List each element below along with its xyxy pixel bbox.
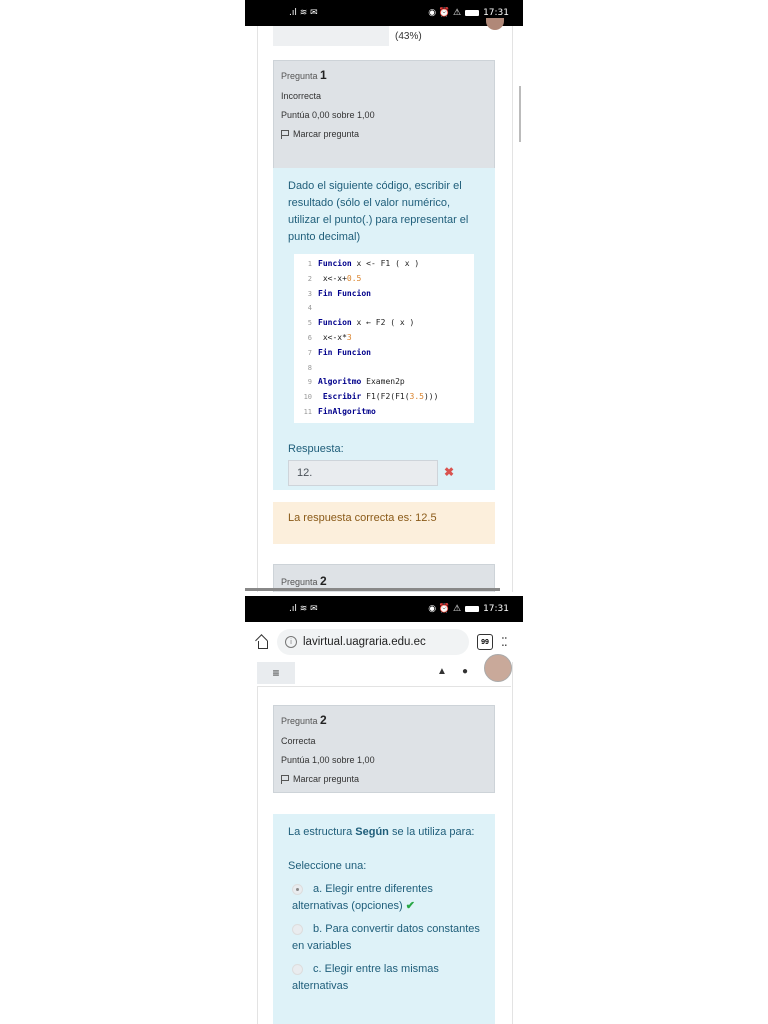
flag-question-button-2[interactable] — [281, 774, 487, 784]
next-question-label: Pregunta — [281, 577, 318, 587]
code-block — [294, 254, 474, 423]
question-info — [273, 60, 495, 175]
answer-label: Respuesta: — [288, 442, 344, 455]
signal-wifi-icons: .ıl ≋ ✉ — [289, 8, 318, 18]
summary-cell — [273, 26, 389, 46]
flag-question-button[interactable] — [281, 129, 487, 139]
line-number: 5 — [307, 319, 312, 328]
notifications-icon[interactable]: ▲ — [437, 666, 447, 677]
screenshot-top — [245, 0, 523, 592]
incorrect-icon: ✖ — [444, 465, 455, 480]
option-label: a. Elegir entre diferentes alternativas (opciones) — [292, 883, 433, 912]
question-label: Pregunta — [281, 71, 318, 81]
code-text: ))) — [423, 392, 439, 402]
line-number: 3 — [307, 289, 312, 298]
question-number-2: 2 — [320, 713, 327, 727]
code-line — [294, 257, 474, 272]
question-text-box-2 — [273, 814, 495, 1024]
answer-options — [288, 881, 480, 995]
flag-icon-2 — [281, 775, 289, 784]
line-number: 6 — [307, 333, 312, 342]
screenshot-bottom — [245, 596, 523, 1024]
radio-button[interactable] — [292, 884, 303, 895]
answer-option[interactable] — [288, 961, 480, 995]
code-line — [294, 331, 474, 346]
info-icon[interactable]: i — [285, 636, 297, 648]
site-navbar — [257, 662, 511, 687]
screenshot-separator — [245, 588, 500, 591]
answer-option[interactable] — [288, 881, 480, 915]
question-grade: Puntúa 0,00 sobre 1,00 — [281, 110, 375, 120]
question-state-2: Correcta — [281, 736, 316, 746]
address-bar[interactable] — [277, 629, 469, 655]
code-number: 0.5 — [346, 273, 362, 283]
code-keyword: Fin Funcion — [318, 288, 371, 298]
status-icons: ◉ ⏰ ⚠ — [428, 8, 462, 18]
answer-option[interactable] — [288, 921, 480, 955]
hamburger-menu-icon[interactable]: ≡ — [257, 662, 295, 684]
question-text-box — [273, 168, 495, 490]
code-number: 3.5 — [409, 392, 424, 402]
line-number: 9 — [307, 378, 312, 387]
question-grade-2: Puntúa 1,00 sobre 1,00 — [281, 755, 375, 765]
line-number: 2 — [307, 274, 312, 283]
code-keyword: Funcion — [318, 259, 352, 268]
code-line — [294, 405, 474, 420]
signal-wifi-icons-2: .ıl ≋ ✉ — [289, 604, 318, 614]
correct-answer-feedback: La respuesta correcta es: 12.5 — [273, 502, 495, 544]
option-label: c. Elegir entre las mismas alternativas — [292, 963, 439, 992]
code-keyword: FinAlgoritmo — [318, 406, 376, 416]
code-line — [294, 375, 474, 390]
code-line — [294, 301, 474, 316]
code-line — [294, 287, 474, 302]
question-label-2: Pregunta — [281, 716, 318, 726]
battery-icon — [465, 10, 479, 16]
status-icons-2: ◉ ⏰ ⚠ — [428, 604, 462, 614]
code-number: 3 — [346, 332, 352, 342]
line-number: 10 — [303, 393, 312, 402]
avatar[interactable] — [484, 654, 512, 682]
flag-icon — [281, 130, 289, 139]
code-keyword: Fin Funcion — [318, 347, 371, 357]
code-line — [294, 272, 474, 287]
clock: 17:31 — [483, 8, 509, 18]
code-text: F1(F2(F1( — [361, 392, 410, 402]
code-line — [294, 390, 474, 405]
more-menu-icon[interactable]: ⁚⁚ — [501, 635, 507, 649]
option-label: b. Para convertir datos constantes en variables — [292, 923, 480, 952]
question-text: Dado el siguiente código, escribir el resultado (sólo el valor numérico, utilizar el punto(.) para representar el punto decimal) — [288, 180, 469, 243]
code-text: x <- F1 ( x ) — [351, 259, 420, 268]
status-bar-2 — [245, 596, 523, 622]
correct-check-icon: ✔ — [402, 900, 415, 912]
code-line — [294, 346, 474, 361]
line-number: 4 — [307, 304, 312, 313]
code-line — [294, 316, 474, 331]
question-info-2 — [273, 705, 495, 793]
code-text: x<-x+ — [318, 273, 347, 283]
clock-2: 17:31 — [483, 604, 509, 614]
messages-icon[interactable]: ● — [462, 666, 469, 677]
question-number: 1 — [320, 68, 327, 82]
flag-question-label-2: Marcar pregunta — [293, 774, 360, 784]
keyword-segun: Según — [355, 826, 389, 838]
radio-button[interactable] — [292, 924, 303, 935]
line-number: 7 — [307, 348, 312, 357]
code-keyword: Escribir — [318, 392, 362, 402]
home-icon[interactable] — [255, 635, 269, 649]
code-text: Examen2p — [361, 377, 405, 387]
browser-toolbar — [245, 622, 523, 662]
question-text-2: La estructura Según se la utiliza para: — [288, 826, 475, 838]
line-number: 1 — [307, 260, 312, 268]
tabs-count-icon[interactable]: 99 — [477, 634, 493, 650]
code-text: x ← F2 ( x ) — [351, 318, 415, 328]
status-bar — [245, 0, 523, 26]
code-keyword: Funcion — [318, 318, 352, 328]
code-text: x<-x* — [318, 332, 347, 342]
answer-input[interactable]: 12. — [288, 460, 438, 486]
scrollbar[interactable] — [519, 86, 521, 142]
url-text: lavirtual.uagraria.edu.ec — [303, 636, 426, 648]
next-question-number: 2 — [320, 574, 327, 588]
battery-icon-2 — [465, 606, 479, 612]
select-label: Seleccione una: — [288, 860, 367, 872]
code-line — [294, 361, 474, 376]
radio-button[interactable] — [292, 964, 303, 975]
question-state: Incorrecta — [281, 91, 322, 101]
grade-percentage: (43%) — [395, 31, 422, 42]
flag-question-label: Marcar pregunta — [293, 129, 360, 139]
line-number: 11 — [303, 407, 312, 416]
line-number: 8 — [307, 363, 312, 372]
code-keyword: Algoritmo — [318, 377, 362, 387]
